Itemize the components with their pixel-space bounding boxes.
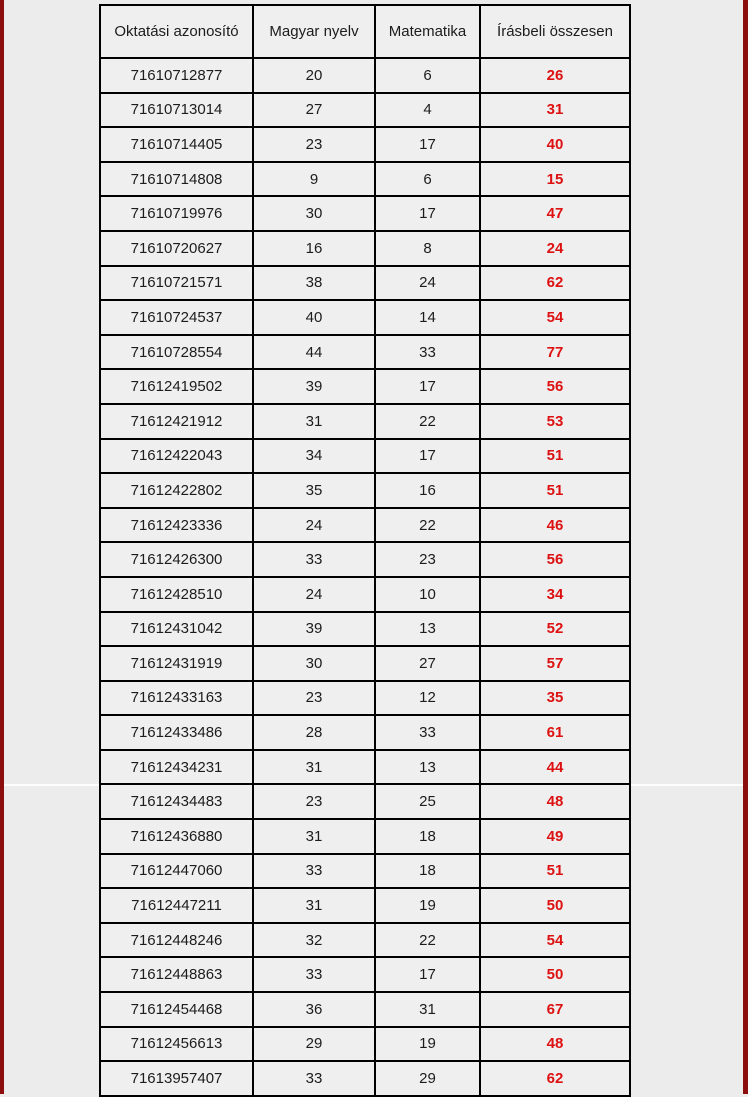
irasbeli-osszesen-total-cell: 44 <box>480 750 630 785</box>
student-id-cell: 71610714808 <box>100 162 253 197</box>
irasbeli-osszesen-total-cell: 24 <box>480 231 630 266</box>
magyar-nyelv-score-cell: 33 <box>253 957 375 992</box>
matematika-score-cell: 16 <box>375 473 480 508</box>
matematika-score-cell: 31 <box>375 992 480 1027</box>
irasbeli-osszesen-total-cell: 51 <box>480 854 630 889</box>
magyar-nyelv-score-cell: 23 <box>253 784 375 819</box>
matematika-score-cell: 33 <box>375 335 480 370</box>
table-row <box>100 992 630 1027</box>
student-id-cell: 71610720627 <box>100 231 253 266</box>
table-row <box>100 646 630 681</box>
student-id-cell: 71612431042 <box>100 612 253 647</box>
matematika-score-cell: 6 <box>375 162 480 197</box>
table-row <box>100 681 630 716</box>
irasbeli-osszesen-total-cell: 50 <box>480 888 630 923</box>
irasbeli-osszesen-total-cell: 49 <box>480 819 630 854</box>
matematika-score-cell: 22 <box>375 923 480 958</box>
student-id-cell: 71610724537 <box>100 300 253 335</box>
matematika-score-cell: 17 <box>375 439 480 474</box>
irasbeli-osszesen-total-cell: 48 <box>480 784 630 819</box>
matematika-score-cell: 10 <box>375 577 480 612</box>
table-row <box>100 439 630 474</box>
table-row <box>100 127 630 162</box>
student-id-cell: 71612436880 <box>100 819 253 854</box>
table-row <box>100 854 630 889</box>
matematika-score-cell: 27 <box>375 646 480 681</box>
irasbeli-osszesen-total-cell: 53 <box>480 404 630 439</box>
magyar-nyelv-score-cell: 44 <box>253 335 375 370</box>
magyar-nyelv-score-cell: 39 <box>253 369 375 404</box>
irasbeli-osszesen-total-cell: 77 <box>480 335 630 370</box>
irasbeli-osszesen-total-cell: 47 <box>480 196 630 231</box>
irasbeli-osszesen-total-cell: 56 <box>480 542 630 577</box>
table-row <box>100 266 630 301</box>
student-id-cell: 71612448863 <box>100 957 253 992</box>
matematika-score-cell: 4 <box>375 93 480 128</box>
table-row <box>100 612 630 647</box>
magyar-nyelv-score-cell: 31 <box>253 750 375 785</box>
magyar-nyelv-score-cell: 30 <box>253 196 375 231</box>
irasbeli-osszesen-total-cell: 31 <box>480 93 630 128</box>
matematika-score-cell: 6 <box>375 58 480 93</box>
magyar-nyelv-score-cell: 40 <box>253 300 375 335</box>
student-id-cell: 71612454468 <box>100 992 253 1027</box>
magyar-nyelv-score-cell: 16 <box>253 231 375 266</box>
irasbeli-osszesen-total-cell: 62 <box>480 266 630 301</box>
magyar-nyelv-score-cell: 32 <box>253 923 375 958</box>
table-body <box>100 58 630 1096</box>
irasbeli-osszesen-total-cell: 15 <box>480 162 630 197</box>
magyar-nyelv-score-cell: 29 <box>253 1027 375 1062</box>
table-row <box>100 508 630 543</box>
magyar-nyelv-score-cell: 24 <box>253 508 375 543</box>
matematika-score-cell: 23 <box>375 542 480 577</box>
table-row <box>100 404 630 439</box>
matematika-score-cell: 17 <box>375 369 480 404</box>
irasbeli-osszesen-total-cell: 51 <box>480 439 630 474</box>
student-id-cell: 71612421912 <box>100 404 253 439</box>
table-row <box>100 300 630 335</box>
matematika-score-cell: 24 <box>375 266 480 301</box>
table-row <box>100 542 630 577</box>
page-edge-stripe-left <box>0 0 4 1094</box>
table-row <box>100 819 630 854</box>
student-id-cell: 71610721571 <box>100 266 253 301</box>
table-row <box>100 473 630 508</box>
student-id-cell: 71610728554 <box>100 335 253 370</box>
matematika-score-cell: 13 <box>375 750 480 785</box>
student-id-cell: 71612456613 <box>100 1027 253 1062</box>
irasbeli-osszesen-total-cell: 40 <box>480 127 630 162</box>
table-row <box>100 335 630 370</box>
student-id-cell: 71612434483 <box>100 784 253 819</box>
irasbeli-osszesen-total-cell: 35 <box>480 681 630 716</box>
table-row <box>100 369 630 404</box>
matematika-score-cell: 18 <box>375 854 480 889</box>
irasbeli-osszesen-total-cell: 61 <box>480 715 630 750</box>
student-id-cell: 71613957407 <box>100 1061 253 1096</box>
magyar-nyelv-score-cell: 31 <box>253 404 375 439</box>
matematika-score-cell: 12 <box>375 681 480 716</box>
table-row <box>100 577 630 612</box>
student-id-cell: 71612433163 <box>100 681 253 716</box>
header-oktatasi-azonosito: Oktatási azonosító <box>100 5 253 58</box>
student-id-cell: 71610719976 <box>100 196 253 231</box>
table-row <box>100 58 630 93</box>
irasbeli-osszesen-total-cell: 48 <box>480 1027 630 1062</box>
student-id-cell: 71612447211 <box>100 888 253 923</box>
irasbeli-osszesen-total-cell: 67 <box>480 992 630 1027</box>
magyar-nyelv-score-cell: 33 <box>253 542 375 577</box>
table-row <box>100 162 630 197</box>
matematika-score-cell: 22 <box>375 404 480 439</box>
student-id-cell: 71612431919 <box>100 646 253 681</box>
magyar-nyelv-score-cell: 28 <box>253 715 375 750</box>
table-row <box>100 715 630 750</box>
student-id-cell: 71612419502 <box>100 369 253 404</box>
student-id-cell: 71610714405 <box>100 127 253 162</box>
magyar-nyelv-score-cell: 24 <box>253 577 375 612</box>
matematika-score-cell: 19 <box>375 888 480 923</box>
header-matematika: Matematika <box>375 5 480 58</box>
matematika-score-cell: 22 <box>375 508 480 543</box>
student-id-cell: 71610713014 <box>100 93 253 128</box>
matematika-score-cell: 29 <box>375 1061 480 1096</box>
irasbeli-osszesen-total-cell: 56 <box>480 369 630 404</box>
irasbeli-osszesen-total-cell: 57 <box>480 646 630 681</box>
matematika-score-cell: 17 <box>375 127 480 162</box>
table-header <box>100 5 630 58</box>
matematika-score-cell: 17 <box>375 196 480 231</box>
irasbeli-osszesen-total-cell: 54 <box>480 300 630 335</box>
magyar-nyelv-score-cell: 33 <box>253 854 375 889</box>
magyar-nyelv-score-cell: 23 <box>253 127 375 162</box>
magyar-nyelv-score-cell: 38 <box>253 266 375 301</box>
page-edge-stripe-right <box>743 0 748 1094</box>
matematika-score-cell: 19 <box>375 1027 480 1062</box>
student-id-cell: 71612433486 <box>100 715 253 750</box>
magyar-nyelv-score-cell: 39 <box>253 612 375 647</box>
table-row <box>100 1027 630 1062</box>
table-row <box>100 888 630 923</box>
table-row <box>100 957 630 992</box>
table-row <box>100 923 630 958</box>
magyar-nyelv-score-cell: 20 <box>253 58 375 93</box>
matematika-score-cell: 8 <box>375 231 480 266</box>
irasbeli-osszesen-total-cell: 54 <box>480 923 630 958</box>
table-row <box>100 750 630 785</box>
table-row <box>100 196 630 231</box>
matematika-score-cell: 25 <box>375 784 480 819</box>
matematika-score-cell: 33 <box>375 715 480 750</box>
magyar-nyelv-score-cell: 36 <box>253 992 375 1027</box>
matematika-score-cell: 14 <box>375 300 480 335</box>
student-id-cell: 71612422802 <box>100 473 253 508</box>
magyar-nyelv-score-cell: 23 <box>253 681 375 716</box>
magyar-nyelv-score-cell: 31 <box>253 819 375 854</box>
table-row <box>100 93 630 128</box>
magyar-nyelv-score-cell: 34 <box>253 439 375 474</box>
magyar-nyelv-score-cell: 9 <box>253 162 375 197</box>
student-id-cell: 71612426300 <box>100 542 253 577</box>
table-row <box>100 784 630 819</box>
irasbeli-osszesen-total-cell: 51 <box>480 473 630 508</box>
table-row <box>100 231 630 266</box>
magyar-nyelv-score-cell: 30 <box>253 646 375 681</box>
student-id-cell: 71612448246 <box>100 923 253 958</box>
irasbeli-osszesen-total-cell: 62 <box>480 1061 630 1096</box>
score-table <box>99 4 631 1097</box>
matematika-score-cell: 18 <box>375 819 480 854</box>
magyar-nyelv-score-cell: 35 <box>253 473 375 508</box>
irasbeli-osszesen-total-cell: 34 <box>480 577 630 612</box>
irasbeli-osszesen-total-cell: 50 <box>480 957 630 992</box>
magyar-nyelv-score-cell: 31 <box>253 888 375 923</box>
matematika-score-cell: 13 <box>375 612 480 647</box>
header-magyar-nyelv: Magyar nyelv <box>253 5 375 58</box>
irasbeli-osszesen-total-cell: 46 <box>480 508 630 543</box>
student-id-cell: 71610712877 <box>100 58 253 93</box>
irasbeli-osszesen-total-cell: 26 <box>480 58 630 93</box>
student-id-cell: 71612422043 <box>100 439 253 474</box>
header-row <box>100 5 630 58</box>
student-id-cell: 71612428510 <box>100 577 253 612</box>
header-irasbeli-osszesen: Írásbeli összesen <box>480 5 630 58</box>
magyar-nyelv-score-cell: 33 <box>253 1061 375 1096</box>
matematika-score-cell: 17 <box>375 957 480 992</box>
table-row <box>100 1061 630 1096</box>
student-id-cell: 71612434231 <box>100 750 253 785</box>
student-id-cell: 71612423336 <box>100 508 253 543</box>
student-id-cell: 71612447060 <box>100 854 253 889</box>
irasbeli-osszesen-total-cell: 52 <box>480 612 630 647</box>
magyar-nyelv-score-cell: 27 <box>253 93 375 128</box>
